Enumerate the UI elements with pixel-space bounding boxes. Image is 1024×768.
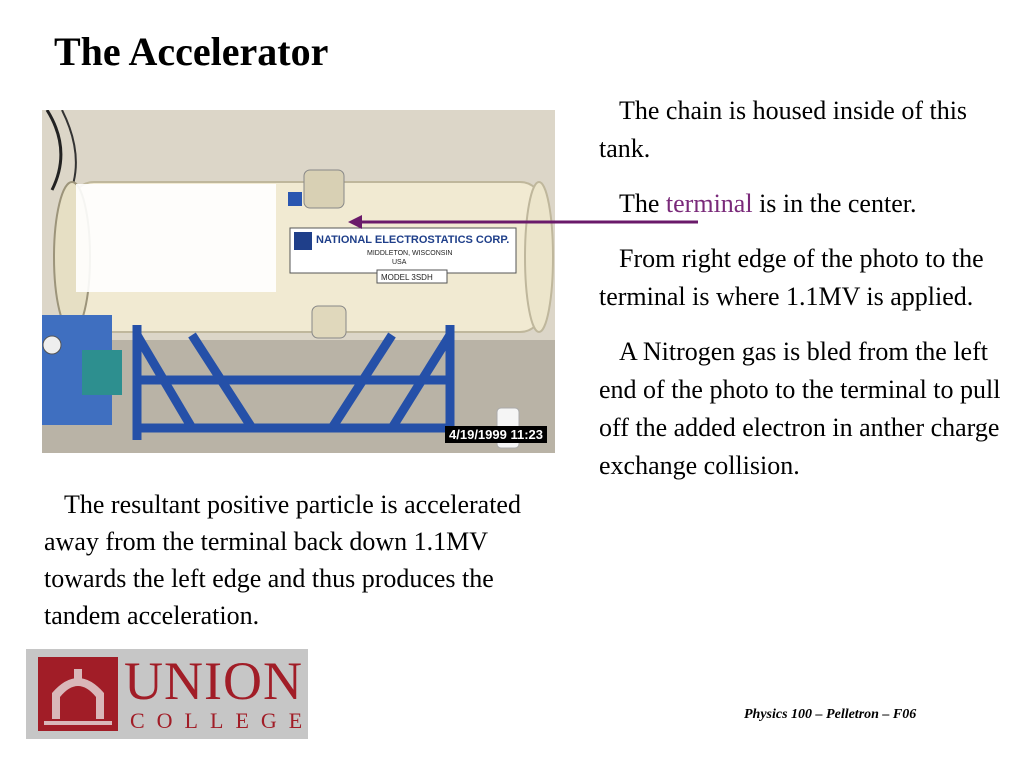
- plate-country: USA: [392, 259, 407, 266]
- terminal-paragraph: [599, 185, 1019, 223]
- logo-college-text: COLLEGE: [130, 708, 315, 733]
- model-label: MODEL 3SDH: [381, 273, 433, 282]
- union-college-seal-icon: [30, 649, 125, 739]
- nitrogen-paragraph: A Nitrogen gas is bled from the left end of the photo to the terminal to pull off the added electron in anther charge exchange collision.: [599, 337, 1001, 480]
- plate-city: MIDDLETON, WISCONSIN: [367, 250, 453, 257]
- chain-paragraph: The chain is housed inside of this tank.: [599, 96, 968, 163]
- acceleration-paragraph: The resultant positive particle is accelerated away from the terminal back down 1.1MV towards the left edge and thus produces the tandem acceleration.: [44, 490, 521, 630]
- plate-company: NATIONAL ELECTROSTATICS CORP.: [316, 234, 510, 246]
- terminal-highlight: terminal: [665, 189, 753, 218]
- voltage-paragraph: From right edge of the photo to the terminal is where 1.1MV is applied.: [599, 244, 984, 311]
- accelerator-illustration: [42, 110, 555, 453]
- terminal-text-after: is in the center.: [752, 189, 917, 218]
- accelerator-photo: [42, 110, 555, 453]
- slide-title: The Accelerator: [54, 29, 329, 74]
- union-college-logo: [26, 649, 315, 739]
- slide-footer: Physics 100 – Pelletron – F06: [744, 707, 917, 722]
- photo-timestamp: 4/19/1999 11:23: [445, 426, 547, 443]
- terminal-text-before: The: [619, 189, 666, 218]
- logo-union-text: UNION: [124, 651, 303, 711]
- right-text-block: [599, 92, 1019, 502]
